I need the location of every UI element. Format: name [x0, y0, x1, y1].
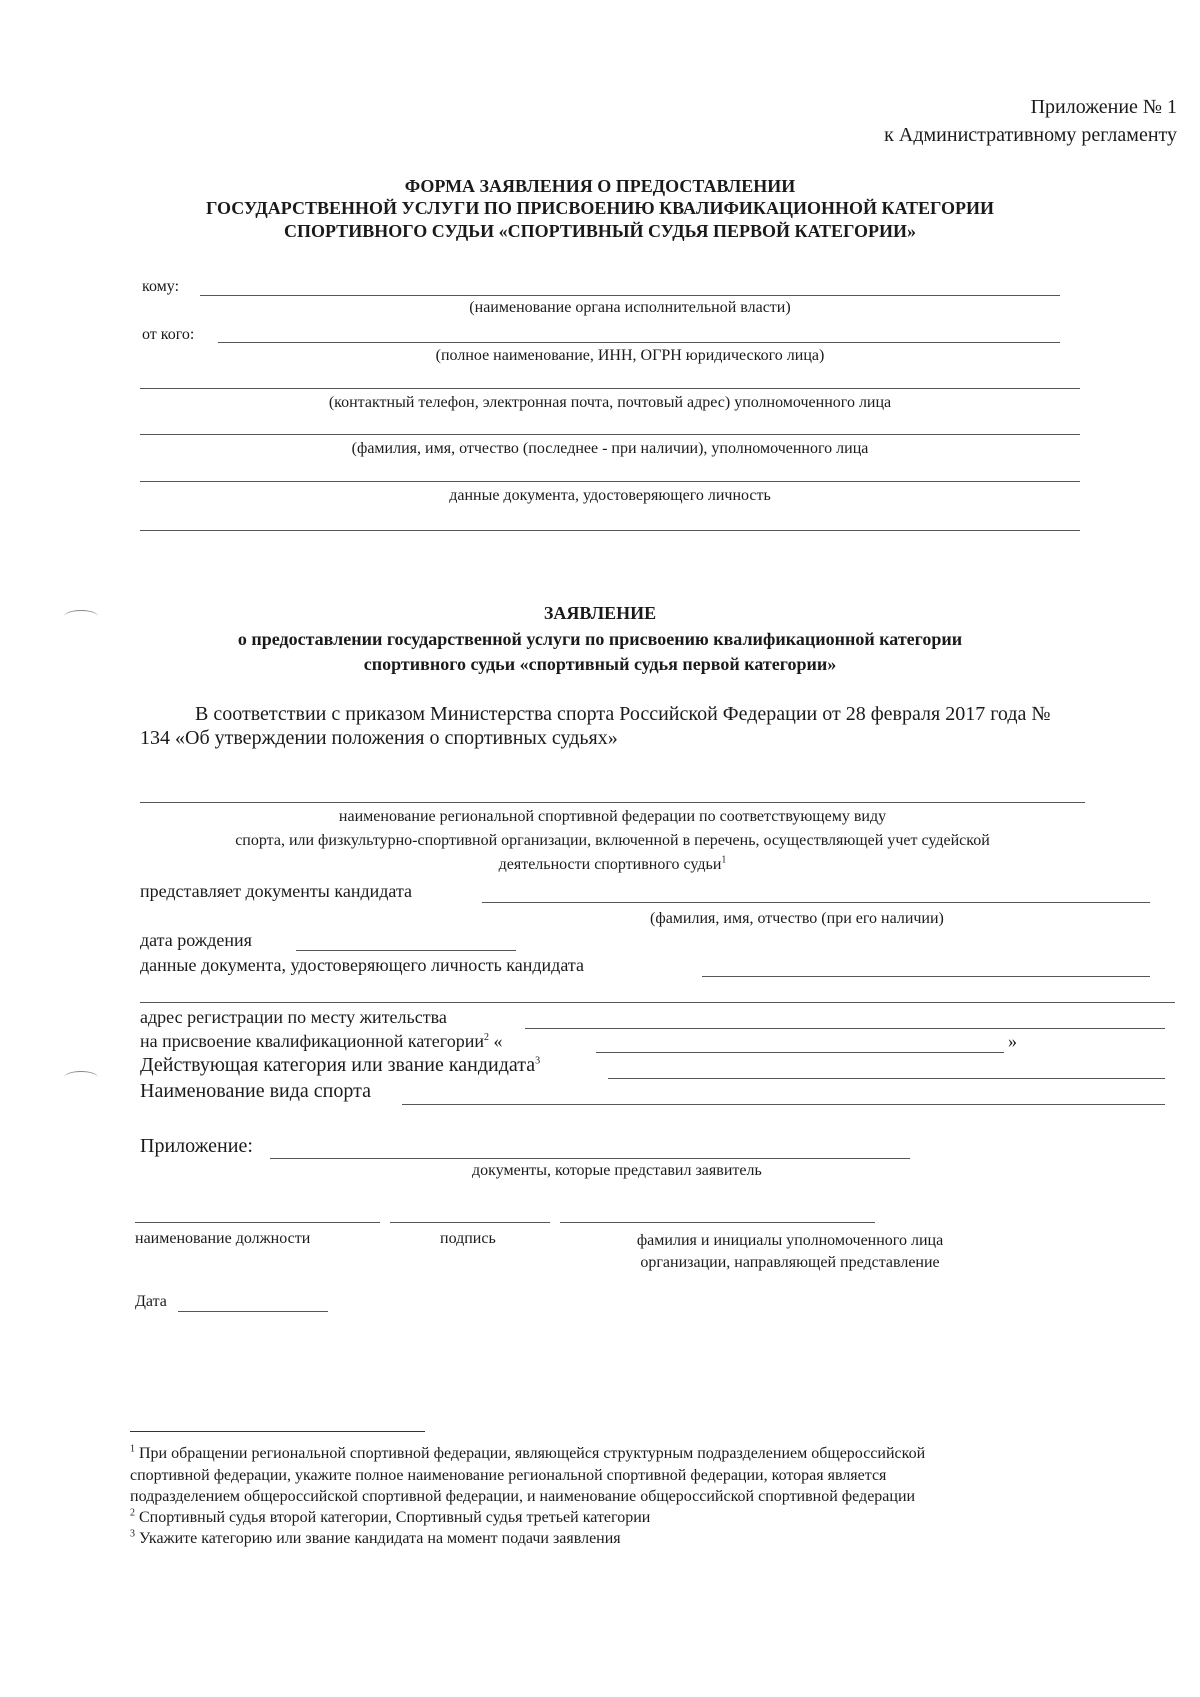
- federation-field-line[interactable]: [140, 802, 1085, 803]
- from-label: от кого:: [142, 326, 195, 343]
- form-title-line1: ФОРМА ЗАЯВЛЕНИЯ О ПРЕДОСТАВЛЕНИИ: [404, 176, 796, 196]
- position-field-line[interactable]: [135, 1222, 380, 1223]
- position-caption: наименование должности: [135, 1230, 311, 1247]
- id-caption: данные документа, удостоверяющего личность: [449, 487, 771, 504]
- category-field-line[interactable]: [596, 1052, 1004, 1053]
- signature-caption: подпись: [440, 1230, 496, 1247]
- candidate-id-field-line-2[interactable]: [140, 1002, 1175, 1003]
- footnote-ref-2: 2: [483, 1032, 489, 1043]
- full-name-field-line[interactable]: [560, 1222, 875, 1223]
- candidate-label: представляет документы кандидата: [140, 881, 413, 901]
- footnote-ref-3: 3: [535, 1055, 541, 1067]
- form-title-line3: СПОРТИВНОГО СУДЬИ «СПОРТИВНЫЙ СУДЬЯ ПЕРВОЙ КАТЕГОРИИ»: [283, 221, 917, 241]
- date-field-line[interactable]: [178, 1311, 328, 1312]
- federation-caption-line1: наименование региональной спортивной федерации по соответствующему виду: [338, 808, 887, 825]
- candidate-field-line[interactable]: [482, 902, 1150, 903]
- from-field-line[interactable]: [218, 342, 1060, 343]
- candidate-caption: (фамилия, имя, отчество (при его наличии): [650, 910, 944, 927]
- appendix-number: Приложение № 1: [1030, 96, 1177, 118]
- candidate-id-label: данные документа, удостоверяющего личность кандидата: [140, 955, 584, 975]
- footnote-1-line1: $^1$ При обращении региональной спортивной федерации, являющейся структурным подразделением общероссийской: [130, 1443, 926, 1462]
- margin-mark-bottom: [64, 1071, 98, 1084]
- date-label: Дата: [135, 1293, 167, 1310]
- signature-field-line[interactable]: [390, 1222, 550, 1223]
- appendix-regulation: к Административному регламенту: [884, 124, 1177, 146]
- sport-field-line[interactable]: [402, 1104, 1165, 1105]
- sport-label: Наименование вида спорта: [140, 1080, 371, 1102]
- full-name-caption-line2: организации, направляющей представление: [640, 1254, 940, 1271]
- federation-caption-line3: деятельности спортивного судьи$^1$: [498, 854, 727, 873]
- birth-date-field-line[interactable]: [296, 950, 516, 951]
- intro-line2: 134 «Об утверждении положения о спортивных судьях»: [140, 727, 618, 749]
- footnote-2: $^2$ Спортивный судья второй категории, Спортивный судья третьей категории: [130, 1507, 651, 1526]
- attachment-field-line[interactable]: [270, 1158, 910, 1159]
- category-label: на присвоение квалификационной категории$^2$ «: [140, 1031, 503, 1051]
- birth-date-label: дата рождения: [140, 930, 252, 950]
- footnote-ref-1: 1: [721, 854, 727, 866]
- from-caption: (полное наименование, ИНН, ОГРН юридического лица): [435, 347, 825, 364]
- federation-caption-line2: спорта, или физкультурно-спортивной организации, включенной в перечень, осуществляющей учет судейской: [235, 832, 990, 849]
- contact-caption: (контактный телефон, электронная почта, почтовый адрес) уполномоченного лица: [328, 394, 892, 411]
- form-title-line2: ГОСУДАРСТВЕННОЙ УСЛУГИ ПО ПРИСВОЕНИЮ КВАЛИФИКАЦИОННОЙ КАТЕГОРИИ: [206, 198, 994, 218]
- full-name-caption-line1: фамилия и инициалы уполномоченного лица: [636, 1232, 944, 1249]
- attachment-label: Приложение:: [140, 1135, 253, 1157]
- id-field-line-2[interactable]: [140, 530, 1080, 531]
- current-category-label: Действующая категория или звание кандидата$^3$: [140, 1054, 541, 1076]
- statement-subtitle-line1: о предоставлении государственной услуги по присвоению квалификационной категории: [237, 629, 963, 649]
- candidate-id-field-line[interactable]: [702, 976, 1150, 977]
- intro-line1: В соответствии с приказом Министерства спорта Российской Федерации от 28 февраля 2017 года №: [195, 703, 1051, 725]
- current-category-field-line[interactable]: [608, 1078, 1165, 1079]
- statement-title: ЗАЯВЛЕНИЕ: [543, 603, 657, 623]
- statement-subtitle-line2: спортивного судьи «спортивный судья первой категории»: [363, 654, 837, 674]
- footnote-1-line3: подразделением общероссийской спортивной федерации, и наименование общероссийской спортивной федерации: [130, 1488, 916, 1505]
- address-label: адрес регистрации по месту жительства: [140, 1007, 447, 1027]
- address-field-line[interactable]: [525, 1028, 1165, 1029]
- id-field-line[interactable]: [140, 481, 1080, 482]
- to-caption: (наименование органа исполнительной власти): [469, 299, 791, 316]
- contact-field-line[interactable]: [140, 388, 1080, 389]
- name-field-line[interactable]: [140, 434, 1080, 435]
- to-field-line[interactable]: [200, 295, 1060, 296]
- category-close-quote: »: [1008, 1031, 1017, 1051]
- footnote-3: $^3$ Укажите категорию или звание кандидата на момент подачи заявления: [130, 1528, 621, 1547]
- name-caption: (фамилия, имя, отчество (последнее - при наличии), уполномоченного лица: [351, 440, 869, 457]
- footnote-separator: [130, 1431, 425, 1432]
- footnote-1-line2: спортивной федерации, укажите полное наименование региональной спортивной федерации, которая является: [130, 1467, 887, 1484]
- attachment-caption: документы, которые представил заявитель: [472, 1162, 762, 1179]
- to-label: кому:: [142, 278, 180, 295]
